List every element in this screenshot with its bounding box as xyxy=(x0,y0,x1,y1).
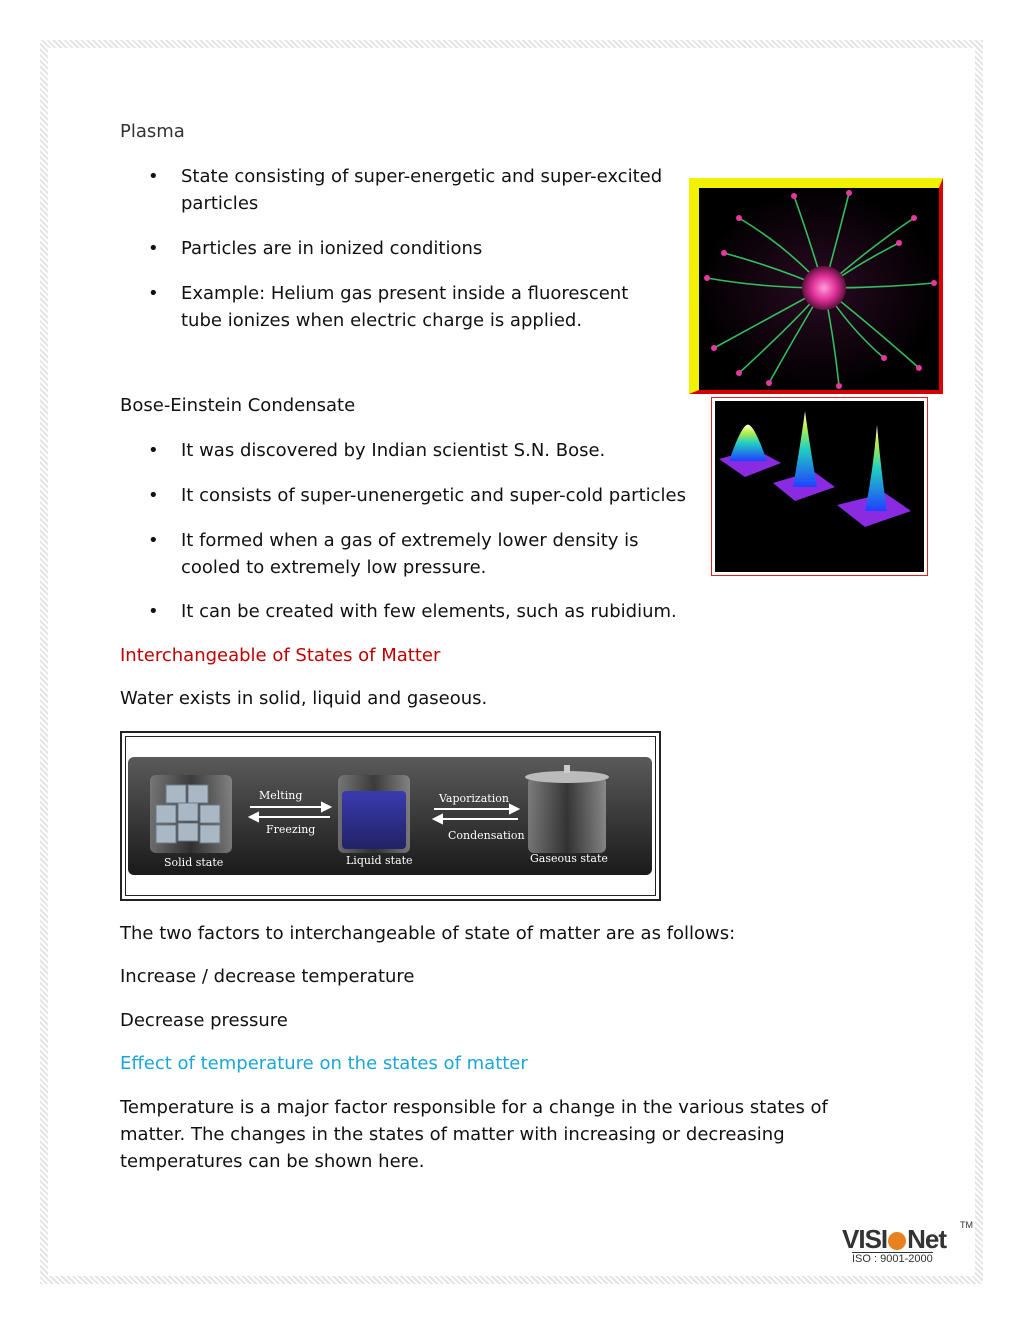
bec-heading: Bose-Einstein Condensate xyxy=(120,395,356,416)
bec-image xyxy=(711,397,928,576)
temperature-paragraph-line: temperatures can be shown here. xyxy=(120,1151,425,1172)
solid-beaker xyxy=(150,775,232,853)
bullet-text-line: cooled to extremely low pressure. xyxy=(181,557,487,578)
bullet-text-line: particles xyxy=(181,193,259,214)
water-states-figure xyxy=(120,731,661,901)
water-intro: Water exists in solid, liquid and gaseous. xyxy=(120,688,488,709)
plasma-ball-image xyxy=(689,178,943,394)
condensation-label: Condensation xyxy=(448,829,525,842)
bullet-text-line: It formed when a gas of extremely lower density is xyxy=(181,530,639,551)
plasma-ball-graphic xyxy=(699,188,939,390)
logo-text-left: VISI xyxy=(842,1224,888,1254)
bullet-text-line: It was discovered by Indian scientist S.N. Bose. xyxy=(181,440,606,461)
bullet-dot: • xyxy=(148,601,159,622)
liquid-beaker xyxy=(338,775,410,853)
logo-o-icon xyxy=(888,1232,906,1250)
melting-label: Melting xyxy=(259,789,303,802)
bullet-text-line: tube ionizes when electric charge is applied. xyxy=(181,310,583,331)
bullet-dot: • xyxy=(148,485,159,506)
bullet-text-line: Example: Helium gas present inside a fluorescent xyxy=(181,283,629,304)
factors-intro: The two factors to interchangeable of state of matter are as follows: xyxy=(120,923,736,944)
logo-text-right: Net xyxy=(907,1224,947,1254)
visionet-logo xyxy=(842,1220,972,1268)
freezing-label: Freezing xyxy=(266,823,316,836)
bullet-dot: • xyxy=(148,440,159,461)
plasma-heading: Plasma xyxy=(120,121,185,142)
bullet-dot: • xyxy=(148,530,159,551)
temperature-paragraph-line: Temperature is a major factor responsible for a change in the various states of xyxy=(120,1097,828,1118)
vaporization-label: Vaporization xyxy=(439,792,509,805)
bullet-text-line: It can be created with few elements, such as rubidium. xyxy=(181,601,677,622)
bullet-text-line: State consisting of super-energetic and super-excited xyxy=(181,166,663,187)
bullet-text-line: It consists of super-unenergetic and super-cold particles xyxy=(181,485,686,506)
interchange-heading: Interchangeable of States of Matter xyxy=(120,645,441,666)
bullet-dot: • xyxy=(148,238,159,259)
bec-peaks-graphic xyxy=(715,401,924,572)
bullet-text-line: Particles are in ionized conditions xyxy=(181,238,483,259)
logo-tm: TM xyxy=(960,1220,973,1230)
factor-pressure: Decrease pressure xyxy=(120,1010,288,1031)
gaseous-beaker xyxy=(525,765,609,853)
bullet-dot: • xyxy=(148,283,159,304)
temperature-heading: Effect of temperature on the states of matter xyxy=(120,1053,528,1074)
bullet-dot: • xyxy=(148,166,159,187)
logo-iso: ISO : 9001-2000 xyxy=(852,1253,933,1265)
solid-state-label: Solid state xyxy=(164,856,224,869)
temperature-paragraph-line: matter. The changes in the states of matter with increasing or decreasing xyxy=(120,1124,785,1145)
factor-temperature: Increase / decrease temperature xyxy=(120,966,415,987)
liquid-state-label: Liquid state xyxy=(346,854,413,867)
water-states-graphic xyxy=(126,737,655,895)
gaseous-state-label: Gaseous state xyxy=(530,852,608,865)
